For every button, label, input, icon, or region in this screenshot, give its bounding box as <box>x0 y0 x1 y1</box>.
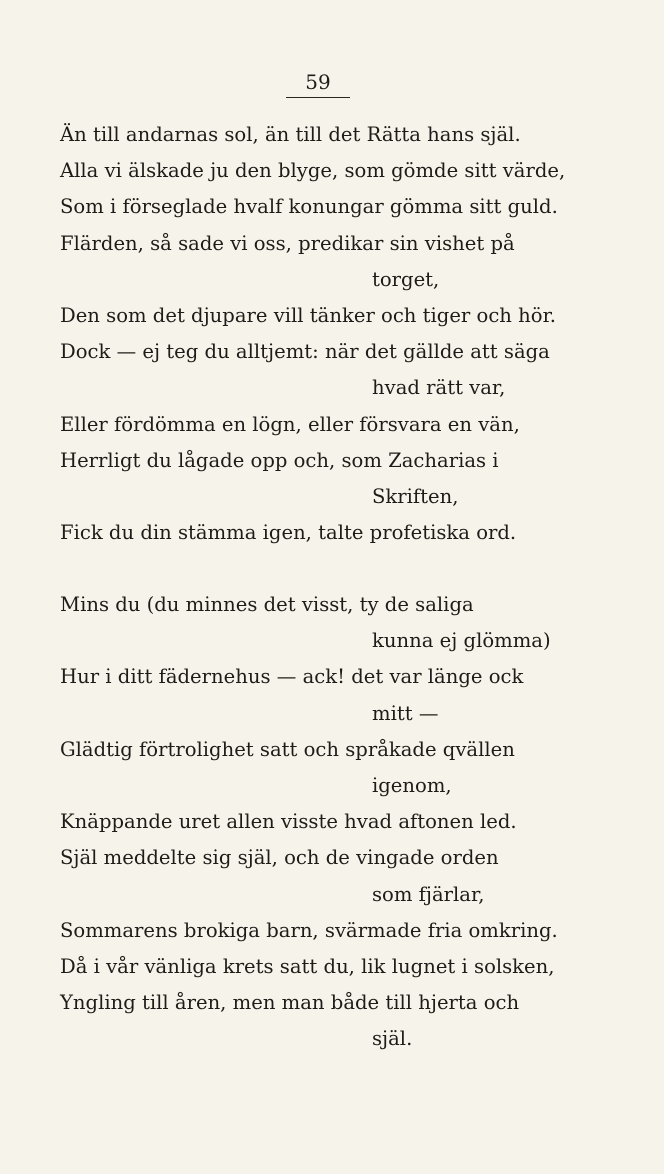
poem-line: Fick du din stämma igen, talte profetiska ord. <box>60 521 517 545</box>
poem-line: Då i vår vänliga krets satt du, lik lugnet i solsken, <box>60 954 555 978</box>
page-number-rule <box>286 97 350 98</box>
poem-line: Glädtig förtrolighet satt och språkade qvällen <box>60 737 515 761</box>
poem-line-continuation: torget, <box>372 267 440 291</box>
poem-stanza-2 <box>0 587 664 1057</box>
poem-line: Själ meddelte sig själ, och de vingade orden <box>60 846 499 870</box>
poem-line-continuation: hvad rätt var, <box>372 376 506 400</box>
poem-line-continuation: Skriften, <box>372 484 459 508</box>
poem-line: Mins du (du minnes det visst, ty de saliga <box>60 593 474 616</box>
poem-stanza-1 <box>0 117 664 551</box>
poem-line: Herrligt du lågade opp och, som Zacharias i <box>60 448 499 472</box>
poem-line-continuation: som fjärlar, <box>372 882 485 906</box>
poem-line: Den som det djupare vill tänker och tiger och hör. <box>60 303 557 327</box>
poem-line: Flärden, så sade vi oss, predikar sin vishet på <box>60 231 515 255</box>
poem-line: Sommarens brokiga barn, svärmade fria omkring. <box>60 918 558 942</box>
poem-line-continuation: själ. <box>372 1027 413 1051</box>
poem-line: Alla vi älskade ju den blyge, som gömde sitt värde, <box>60 159 566 183</box>
poem-line: Yngling till åren, men man både till hjerta och <box>60 991 520 1015</box>
poem-line: Dock — ej teg du alltjemt: när det gällde att säga <box>60 340 550 364</box>
poem-line: Som i förseglade hvalf konungar gömma sitt guld. <box>60 195 558 219</box>
page-number: 59 <box>305 70 331 94</box>
poem-line: Hur i ditt fädernehus — ack! det var länge ock <box>60 665 524 689</box>
poem-line: Än till andarnas sol, än till det Rätta hans själ. <box>60 123 521 146</box>
poem-line: Eller fördömma en lögn, eller försvara en vän, <box>60 412 520 436</box>
poem-line-continuation: igenom, <box>372 773 452 797</box>
poem-line-continuation: mitt — <box>372 701 439 725</box>
poem-line-continuation: kunna ej glömma) <box>372 629 551 653</box>
poem-line: Knäppande uret allen visste hvad aftonen led. <box>60 810 517 834</box>
